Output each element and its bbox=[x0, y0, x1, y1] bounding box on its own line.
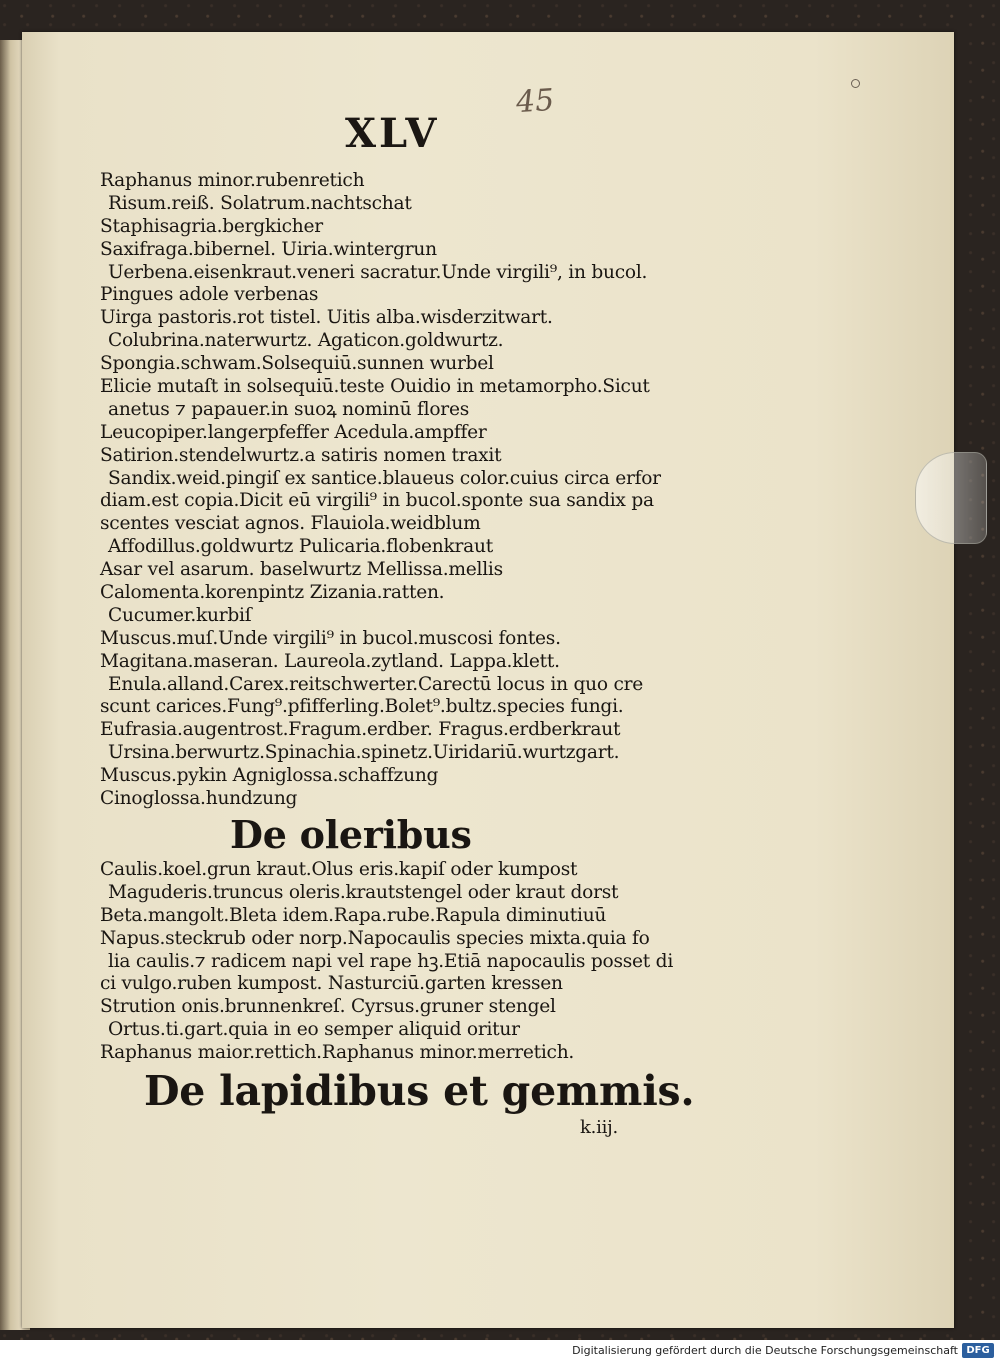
footer-credit: Digitalisierung gefördert durch die Deutsche Forschungsgemeinschaft bbox=[572, 1344, 958, 1357]
text-line: lia caulis.⁊ radicem napi vel rape hꝫ.Etiā napocaulis posset di bbox=[108, 950, 674, 972]
text-line: Risum.reiß. Solatrum.nachtschat bbox=[108, 192, 412, 214]
text-line: Uerbena.eisenkraut.veneri sacratur.Unde virgili⁹, in bucol. bbox=[108, 261, 648, 283]
text-line: Cucumer.kurbiſ bbox=[108, 604, 252, 626]
folio-number: XLV bbox=[345, 110, 440, 157]
text-line: Sandix.weid.pingiſ ex santice.blaueus color.cuius circa erfor bbox=[108, 467, 661, 489]
text-line: scunt carices.Fung⁹.pfifferling.Bolet⁹.bultz.species fungi. bbox=[100, 696, 624, 718]
text-line: Ortus.ti.gart.quia in eo semper aliquid oritur bbox=[108, 1019, 520, 1041]
text-block-plants bbox=[100, 170, 720, 811]
text-line: Caulis.koel.grun kraut.Olus eris.kapiſ oder kumpost bbox=[100, 858, 578, 880]
footer-bar bbox=[0, 1340, 1000, 1362]
text-line: Eufrasia.augentrost.Fragum.erdber. Fragus.erdberkraut bbox=[100, 719, 621, 741]
text-line: Muscus.pykin Agniglossa.schaffzung bbox=[100, 765, 439, 787]
text-line: Staphisagria.bergkicher bbox=[100, 215, 323, 237]
text-line: Enula.alland.Carex.reitschwerter.Carectū locus in quo cre bbox=[108, 673, 644, 695]
text-line: diam.est copia.Dicit eū virgili⁹ in bucol.sponte sua sandix pa bbox=[100, 490, 654, 512]
text-line: anetus ⁊ papauer.in suoꝝ nominū flores bbox=[108, 398, 469, 420]
heading-de-oleribus: De oleribus bbox=[230, 811, 472, 857]
text-line: Beta.mangolt.Bleta idem.Rapa.rube.Rapula diminutiuū bbox=[100, 904, 607, 926]
text-line: Ursina.berwurtz.Spinachia.spinetz.Uiridariū.wurtzgart. bbox=[108, 742, 620, 764]
page-text bbox=[100, 170, 720, 1139]
text-line: Strution onis.brunnenkreſ. Cyrsus.gruner stengel bbox=[100, 996, 556, 1018]
text-line: Saxifraga.bibernel. Uiria.wintergrun bbox=[100, 238, 437, 260]
text-line: Napus.steckrub oder norp.Napocaulis species mixta.quia fo bbox=[100, 927, 650, 949]
pinhole bbox=[851, 79, 860, 88]
page-clip bbox=[915, 452, 987, 544]
text-line: Calomenta.korenpintz Zizania.ratten. bbox=[100, 582, 445, 604]
text-line: Cinoglossa.hundzung bbox=[100, 788, 298, 810]
text-line: Magitana.maseran. Laureola.zytland. Lappa.klett. bbox=[100, 650, 560, 672]
text-line: Affodillus.goldwurtz Pulicaria.flobenkraut bbox=[108, 536, 493, 558]
text-line: Colubrina.naterwurtz. Agaticon.goldwurtz. bbox=[108, 330, 504, 352]
text-line: Spongia.schwam.Solsequiū.sunnen wurbel bbox=[100, 353, 494, 375]
text-block-vegetables bbox=[100, 859, 720, 1065]
text-line: Raphanus minor.rubenretich bbox=[100, 170, 365, 191]
text-line: Asar vel asarum. baselwurtz Mellissa.mellis bbox=[100, 559, 503, 581]
text-line: Maguderis.truncus oleris.krautstengel oder kraut dorst bbox=[108, 881, 619, 903]
text-line: scentes vesciat agnos. Flauiola.weidblum bbox=[100, 513, 481, 535]
handwritten-page-number: 45 bbox=[514, 82, 556, 121]
heading-de-lapidibus: De lapidibus et gemmis. bbox=[144, 1066, 695, 1115]
text-line: Pingues adole verbenas bbox=[100, 284, 319, 306]
text-line: Elicie mutaſt in solsequiū.teste Ouidio in metamorpho.Sicut bbox=[100, 376, 650, 398]
dfg-logo: DFG bbox=[962, 1343, 994, 1358]
signature-mark: k.iij. bbox=[580, 1116, 618, 1138]
text-line: Leucopiper.langerpfeffer Acedula.ampffer bbox=[100, 421, 487, 443]
text-line: ci vulgo.ruben kumpost. Nasturciū.garten kressen bbox=[100, 973, 563, 995]
text-line: Uirga pastoris.rot tistel. Uitis alba.wisderzitwart. bbox=[100, 307, 553, 329]
text-line: Satirion.stendelwurtz.a satiris nomen traxit bbox=[100, 444, 502, 466]
text-line: Muscus.muſ.Unde virgili⁹ in bucol.muscosi fontes. bbox=[100, 627, 561, 649]
text-line: Raphanus maior.rettich.Raphanus minor.merretich. bbox=[100, 1042, 575, 1064]
